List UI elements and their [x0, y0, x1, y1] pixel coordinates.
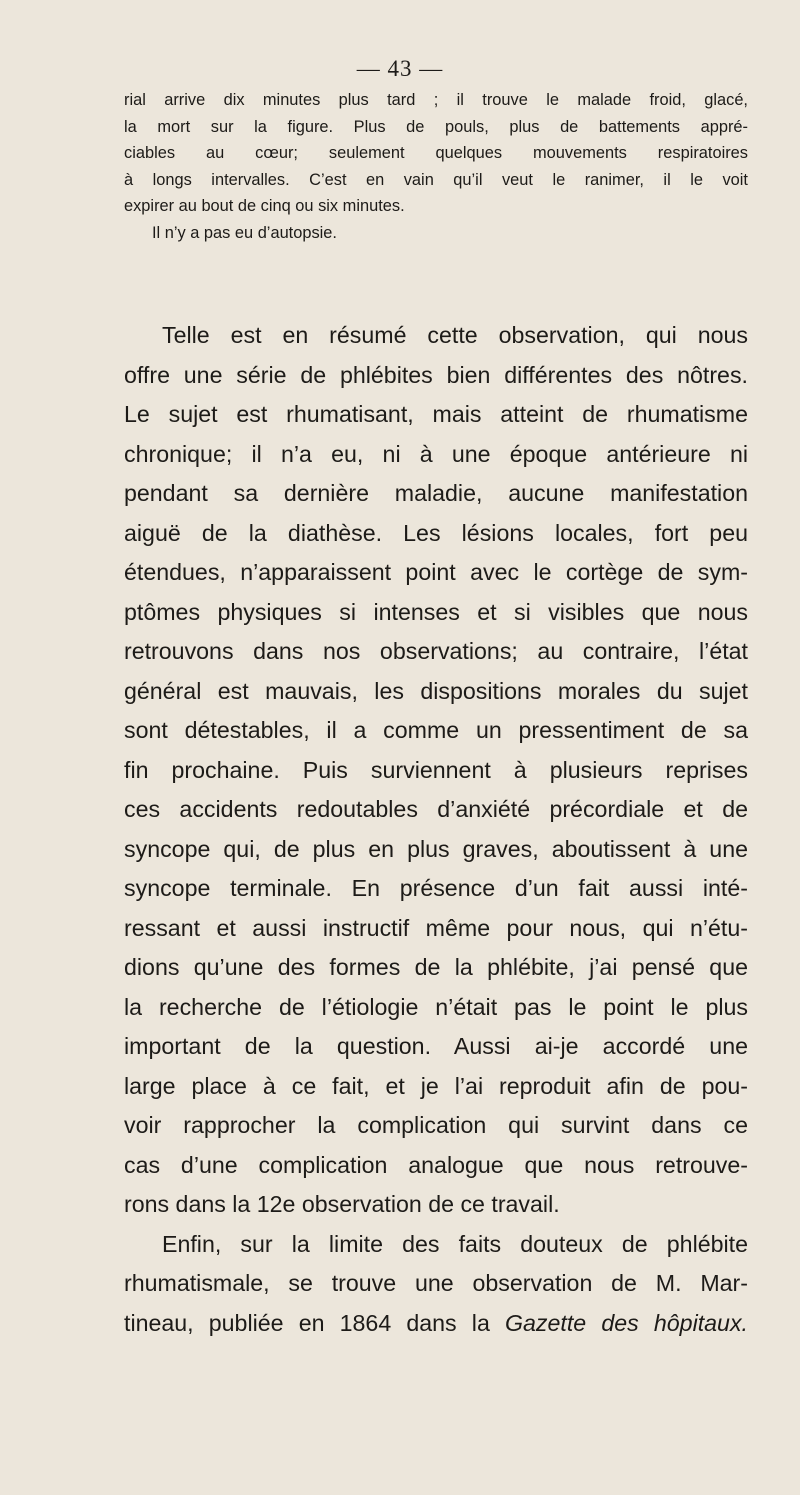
text-line [124, 1304, 748, 1344]
text-line: rial arrive dix minutes plus tard ; il trouve le malade froid, glacé, [124, 91, 748, 109]
text-line: voir rapprocher la complication qui survint dans ce [124, 1112, 748, 1138]
text-line: la mort sur la figure. Plus de pouls, plus de battements appré- [124, 117, 748, 136]
journal-title: Gazette des hôpitaux. [505, 1309, 748, 1336]
text-line: sont détestables, il a comme un pressentiment de sa [124, 717, 748, 743]
text-line: syncope terminale. En présence d’un fait aussi inté- [124, 875, 748, 901]
discussion-text [124, 316, 748, 1343]
text-line: offre une série de phlébites bien différentes des nôtres. [124, 361, 748, 388]
text-line: ressant et aussi instructif même pour nous, qui n’étu- [124, 914, 748, 941]
text-line: dions qu’une des formes de la phlébite, j’ai pensé que [124, 954, 748, 980]
text-line: ciables au cœur; seulement quelques mouvements respiratoires [124, 144, 748, 162]
autopsy-note: Il n’y a pas eu d’autopsie. [152, 223, 337, 242]
text-line: fin prochaine. Puis surviennent à plusieurs reprises [124, 756, 748, 783]
text-line: rons dans la 12e observation de ce travail. [124, 1191, 560, 1217]
text-fragment: tineau, publiée en 1864 dans la [124, 1309, 505, 1336]
text-line: rhumatismale, se trouve une observation de M. Mar- [124, 1270, 748, 1296]
text-line: général est mauvais, les dispositions morales du sujet [124, 677, 748, 704]
text-line: à longs intervalles. C’est en vain qu’il veut le ranimer, il le voit [124, 170, 748, 189]
text-line: cas d’une complication analogue que nous retrouve- [124, 1151, 748, 1178]
case-report-end [124, 87, 748, 246]
text-line: Telle est en résumé cette observation, qui nous [162, 322, 748, 348]
text-line: ces accidents redoutables d’anxiété précordiale et de [124, 796, 748, 822]
text-line: retrouvons dans nos observations; au contraire, l’état [124, 638, 748, 664]
text-line: Enfin, sur la limite des faits douteux de phlébite [162, 1230, 748, 1257]
text-line: important de la question. Aussi ai-je accordé une [124, 1033, 748, 1059]
text-line: large place à ce fait, et je l’ai reproduit afin de pou- [124, 1072, 748, 1099]
text-line: étendues, n’apparaissent point avec le cortège de sym- [124, 559, 748, 585]
page-number: — 43 — [356, 56, 444, 81]
text-line: Le sujet est rhumatisant, mais atteint de rhumatisme [124, 401, 748, 427]
text-line: aiguë de la diathèse. Les lésions locales, fort peu [124, 519, 748, 546]
text-line: chronique; il n’a eu, ni à une époque antérieure ni [124, 440, 748, 467]
text-line: ptômes physiques si intenses et si visibles que nous [124, 598, 748, 625]
text-line: expirer au bout de cinq ou six minutes. [124, 197, 405, 215]
text-line: syncope qui, de plus en plus graves, aboutissent à une [124, 835, 748, 862]
text-line: la recherche de l’étiologie n’était pas le point le plus [124, 993, 748, 1020]
text-line: pendant sa dernière maladie, aucune manifestation [124, 480, 748, 506]
